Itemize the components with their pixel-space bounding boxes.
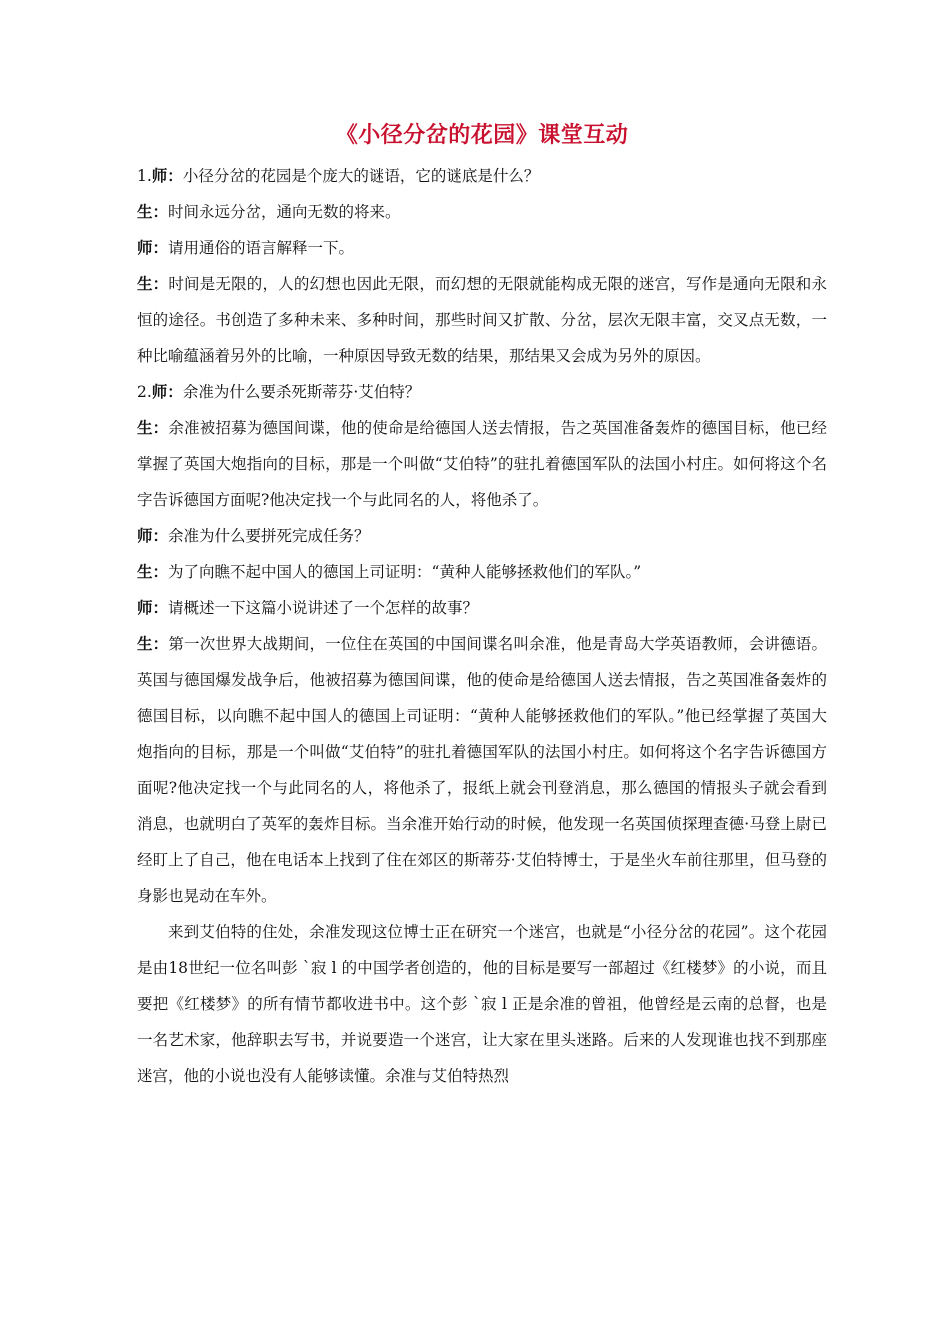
dialogue-line bbox=[137, 626, 827, 914]
story-paragraph: 来到艾伯特的住处，余准发现这位博士正在研究一个迷宫，也就是“小径分岔的花园”。这个花园是由18世纪一位名叫彭 `寂 l 的中国学者创造的，他的目标是要写一部超过《红楼梦》的小说，而且要把《红楼梦》的所有情节都收进书中。这个彭 `寂 l 正是余准的曾祖，他曾经是云南的总督，也是一名艺术家，他辞职去写书，并说要造一个迷宫，让大家在里头迷路。后来的人发现谁也找不到那座迷宫，他的小说也没有人能够读懂。余准与艾伯特热烈 bbox=[137, 923, 827, 1085]
speaker-label: 师： bbox=[137, 238, 169, 257]
speaker-label: 师： bbox=[137, 526, 169, 545]
dialogue-text: 小径分岔的花园是个庞大的谜语，它的谜底是什么？ bbox=[182, 167, 540, 185]
item-number: 2. bbox=[137, 383, 152, 401]
speaker-label: 生： bbox=[137, 418, 169, 437]
document-title: 《小径分岔的花园》课堂互动 bbox=[335, 122, 629, 148]
dialogue-line bbox=[137, 266, 827, 374]
dialogue-text: 时间永远分岔，通向无数的将来。 bbox=[168, 203, 401, 221]
dialogue-text: 请用通俗的语言解释一下。 bbox=[168, 239, 355, 257]
speaker-label: 师： bbox=[151, 382, 183, 401]
dialogue-line bbox=[137, 518, 827, 554]
dialogue-line bbox=[137, 410, 827, 518]
dialogue-text: 时间是无限的，人的幻想也因此无限，而幻想的无限就能构成无限的迷宫，写作是通向无限和永恒的途径。书创造了多种未来、多种时间，那些时间又扩散、分岔，层次无限丰富，交叉点无数，一种比喻蕴涵着另外的比喻，一种原因导致无数的结果，那结果又会成为另外的原因。 bbox=[137, 275, 827, 365]
speaker-label: 师： bbox=[137, 598, 169, 617]
dialogue-text: 余准为什么要杀死斯蒂芬·艾伯特？ bbox=[182, 383, 421, 401]
dialogue-line bbox=[137, 374, 827, 410]
dialogue-line bbox=[137, 230, 827, 266]
dialogue-line bbox=[137, 554, 827, 590]
dialogue-text: 第一次世界大战期间，一位住在英国的中国间谍名叫余准，他是青岛大学英语教师，会讲德语。英国与德国爆发战争后，他被招募为德国间谍，他的使命是给德国人送去情报，告之英国准备轰炸的德国目标，以向瞧不起中国人的德国上司证明：“黄种人能够拯救他们的军队。”他已经掌握了英国大炮指向的目标，那是一个叫做“艾伯特”的驻扎着德国军队的法国小村庄。如何将这个名字告诉德国方面呢?他决定找一个与此同名的人，将他杀了，报纸上就会刊登消息，那么德国的情报头子就会看到消息，也就明白了英军的轰炸目标。当余准开始行动的时候，他发现一名英国侦探理查德·马登上尉已经盯上了自己，他在电话本上找到了住在郊区的斯蒂芬·艾伯特博士，于是坐火车前往那里，但马登的身影也晃动在车外。 bbox=[137, 635, 827, 905]
dialogue-text: 余准被招募为德国间谍，他的使命是给德国人送去情报，告之英国准备轰炸的德国目标，他已经掌握了英国大炮指向的目标，那是一个叫做“艾伯特”的驻扎着德国军队的法国小村庄。如何将这个名字告诉德国方面呢?他决定找一个与此同名的人，将他杀了。 bbox=[137, 419, 827, 509]
speaker-label: 生： bbox=[137, 202, 169, 221]
dialogue-line bbox=[137, 158, 827, 194]
dialogue-text: 余准为什么要拼死完成任务？ bbox=[168, 527, 370, 545]
speaker-label: 生： bbox=[137, 634, 169, 653]
item-number: 1. bbox=[137, 167, 152, 185]
dialogue-line bbox=[137, 590, 827, 626]
speaker-label: 生： bbox=[137, 274, 169, 293]
speaker-label: 生： bbox=[137, 562, 169, 581]
dialogue-text: 为了向瞧不起中国人的德国上司证明：“黄种人能够拯救他们的军队。” bbox=[168, 563, 642, 581]
speaker-label: 师： bbox=[151, 166, 183, 185]
dialogue-text: 请概述一下这篇小说讲述了一个怎样的故事？ bbox=[168, 599, 479, 617]
document-page bbox=[137, 118, 827, 1094]
dialogue-line bbox=[137, 194, 827, 230]
